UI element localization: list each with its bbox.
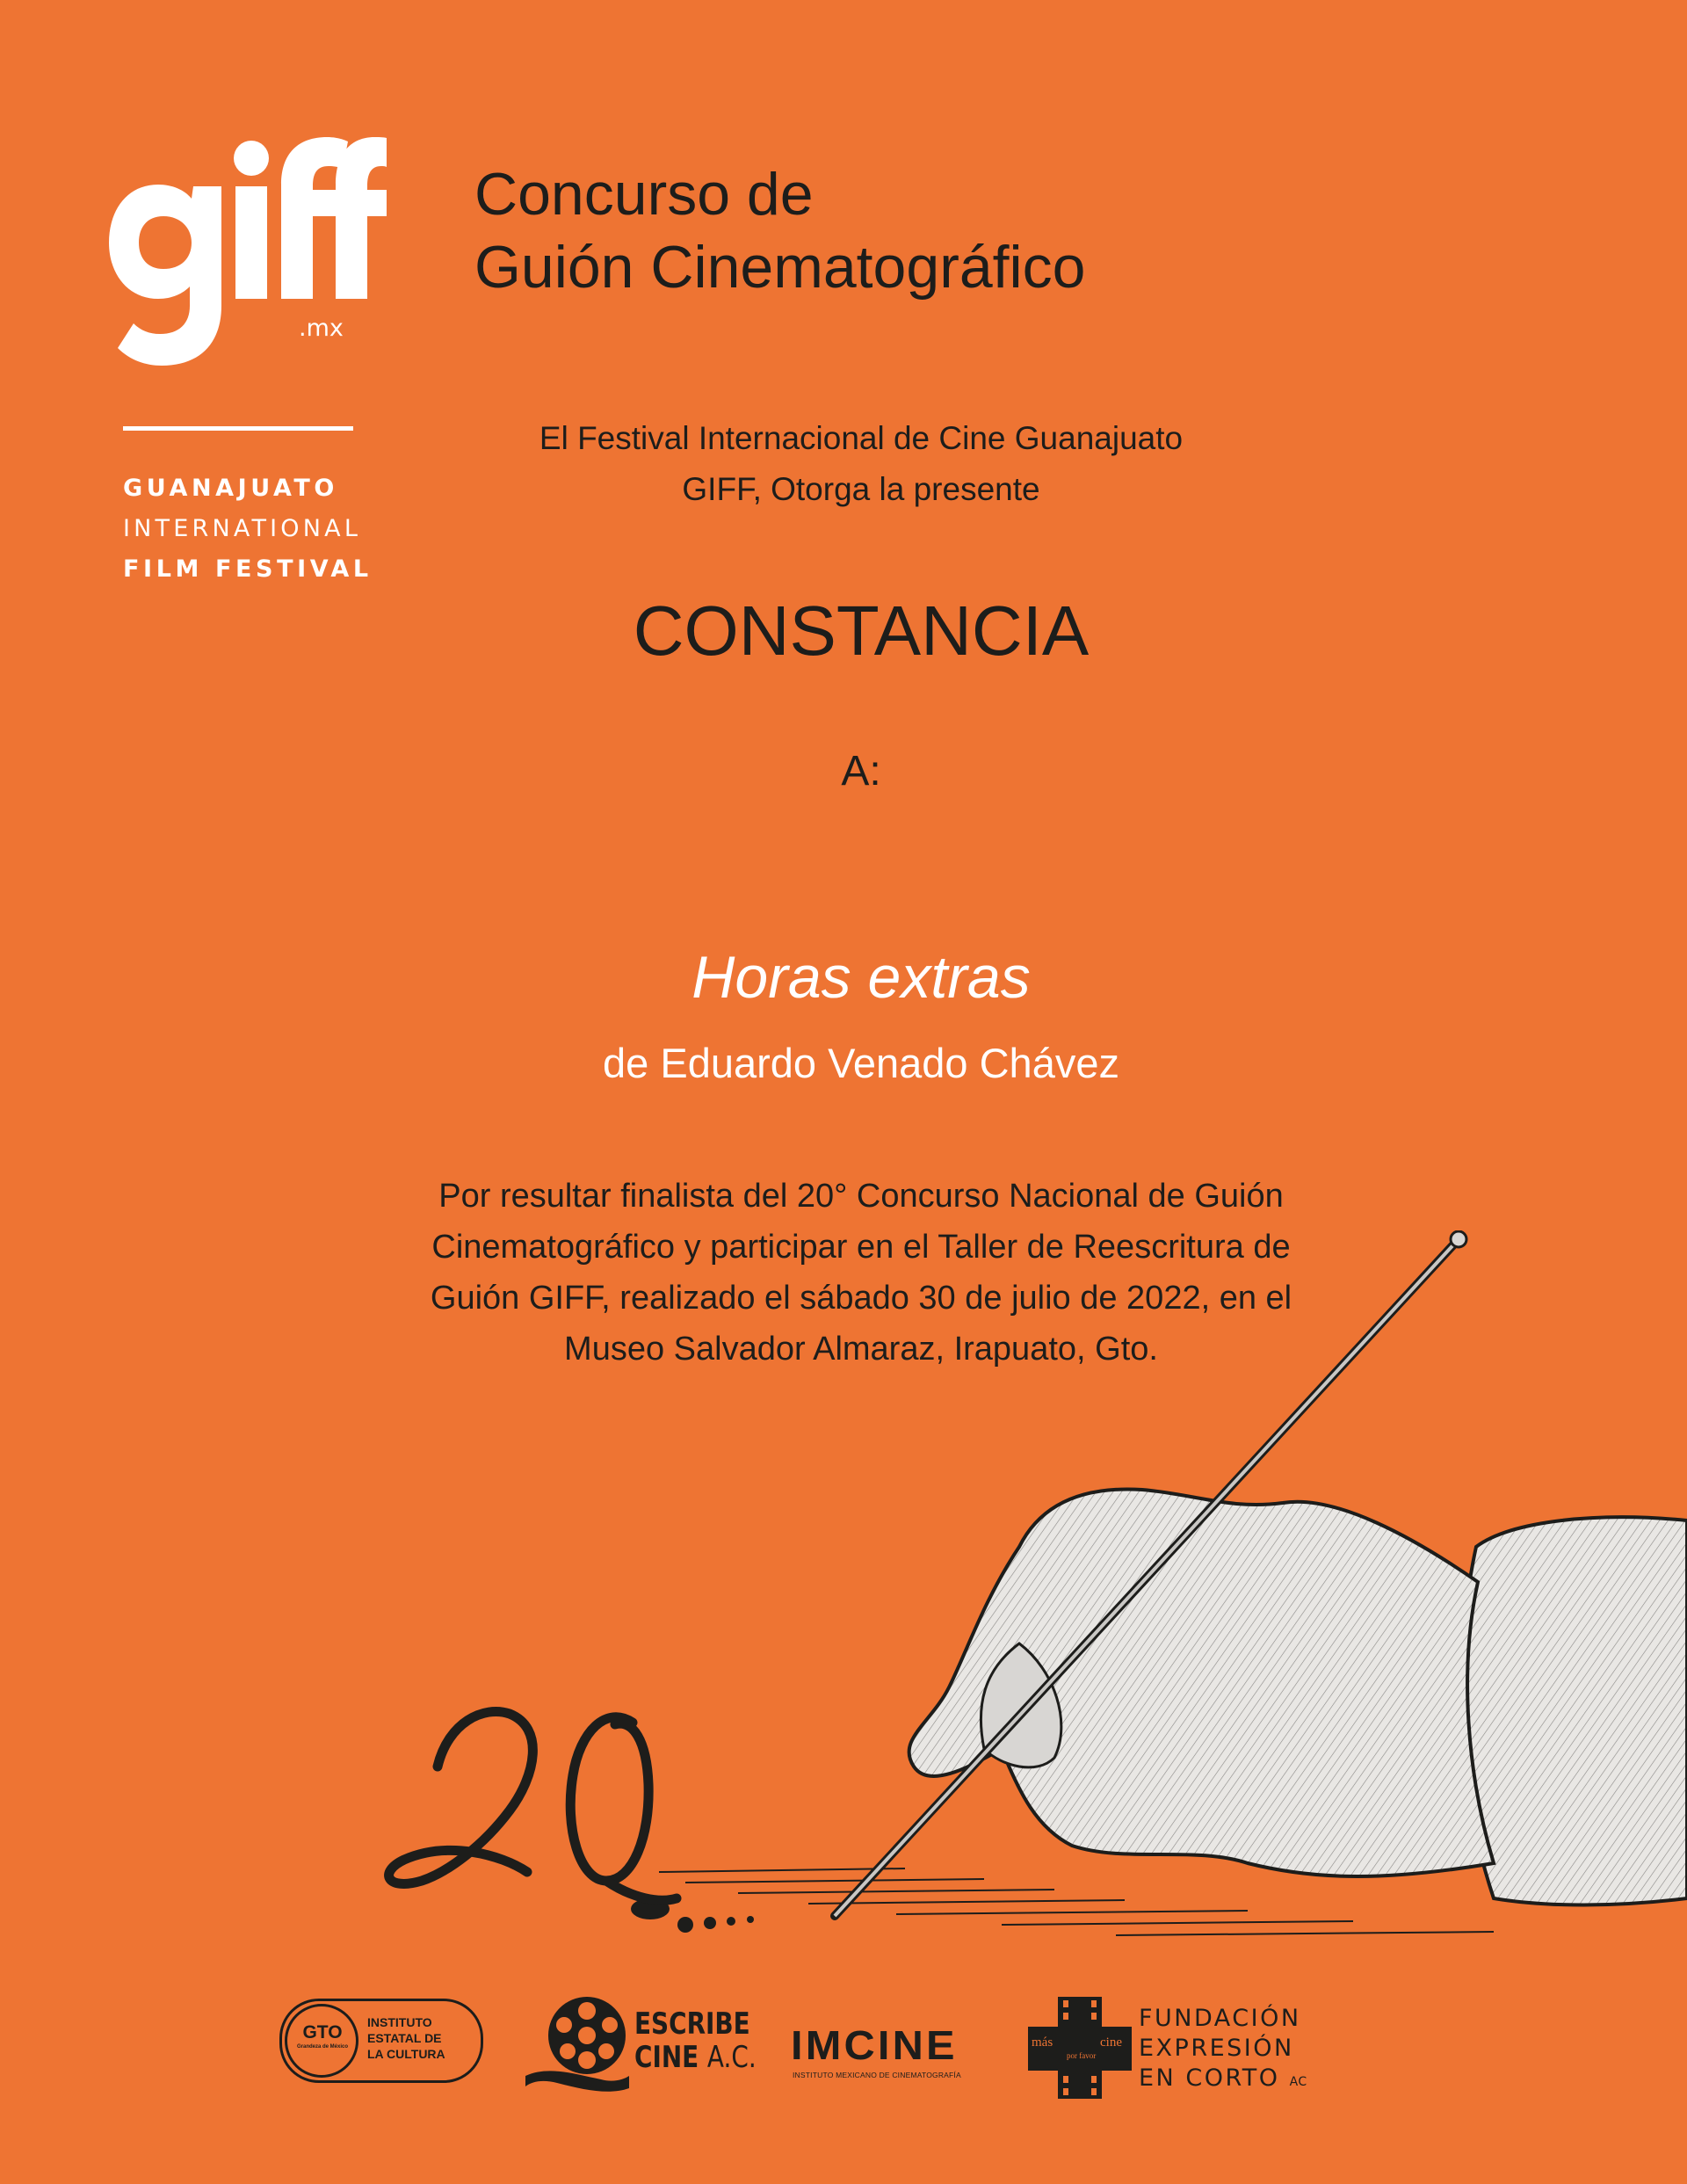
logo-tagline-1: GUANAJUATO [123, 475, 338, 502]
logo-tagline-2: INTERNATIONAL [123, 515, 362, 542]
certificate-heading: CONSTANCIA [633, 591, 1090, 670]
gto-name-line-1: INSTITUTO [367, 2015, 432, 2029]
gto-logo-text: GTO [302, 2022, 343, 2043]
mas-cine-badge-mid: por favor [1067, 2051, 1097, 2060]
hand-writing-illustration [369, 1230, 1687, 2004]
intro-text [0, 413, 1687, 515]
contest-title [474, 158, 1265, 304]
sleeve-icon [1461, 1517, 1687, 1905]
escribe-cine-name [634, 2007, 757, 2074]
fundacion-name [1139, 2004, 1307, 2097]
imcine-word: IMCINE [791, 2022, 958, 2068]
reason-line-4: Museo Salvador Almaraz, Irapuato, Gto. [564, 1331, 1158, 1368]
reason-line-2: Cinematográfico y participar en el Taller de Reescritura de [431, 1229, 1291, 1266]
gto-institute-name [367, 2014, 445, 2062]
title-line-2: Guión Cinematográfico [474, 234, 1086, 301]
gto-cultura-logo [279, 1999, 483, 2083]
edition-20-mark [389, 1712, 677, 1901]
gto-name-line-2: ESTATAL DE [367, 2031, 442, 2045]
film-reel-icon [522, 1992, 633, 2097]
table-shading-icon [659, 1868, 1494, 1935]
giff-logo-block [105, 132, 373, 589]
escribe-cine-line-1: ESCRIBE [634, 2006, 750, 2042]
intro-line-1: El Festival Internacional de Cine Guanajuato [539, 420, 1184, 456]
giff-logo [105, 132, 387, 369]
work-author: de Eduardo Venado Chávez [603, 1040, 1119, 1086]
gto-name-line-3: LA CULTURA [367, 2047, 445, 2061]
sponsor-logos [0, 1977, 1687, 2127]
escribe-cine-suffix: A.C. [706, 2040, 757, 2075]
imcine-logo [791, 2021, 967, 2083]
logo-tagline-3: FILM FESTIVAL [123, 555, 373, 583]
gto-logo-subtext: Grandeza de México [296, 2044, 349, 2050]
logo-domain: .mx [299, 315, 344, 342]
work-title: Horas extras [691, 944, 1031, 1011]
escribe-cine-logo [522, 1992, 757, 2097]
escribe-cine-line-2: CINE [634, 2040, 699, 2075]
fundacion-suffix: AC [1289, 2075, 1307, 2089]
mas-cine-badge-right: cine [1100, 2035, 1122, 2050]
fundacion-line-1: FUNDACIÓN [1139, 2005, 1301, 2032]
fundacion-line-2: EXPRESIÓN [1139, 2035, 1294, 2062]
mas-cine-cross-icon [1028, 1997, 1132, 2099]
imcine-full-name: INSTITUTO MEXICANO DE CINEMATOGRAFÍA [793, 2071, 961, 2079]
recipient-label: A: [841, 748, 881, 795]
reason-line-3: Guión GIFF, realizado el sábado 30 de julio de 2022, en el [430, 1280, 1292, 1317]
reason-line-1: Por resultar finalista del 20° Concurso Nacional de Guión [438, 1178, 1284, 1215]
fundacion-expresion-en-corto-logo [1028, 1997, 1307, 2111]
fundacion-line-3: EN CORTO [1139, 2064, 1280, 2092]
title-line-1: Concurso de [474, 161, 814, 228]
mas-cine-badge-top: más [1032, 2035, 1053, 2050]
intro-line-2: GIFF, Otorga la presente [682, 471, 1040, 507]
